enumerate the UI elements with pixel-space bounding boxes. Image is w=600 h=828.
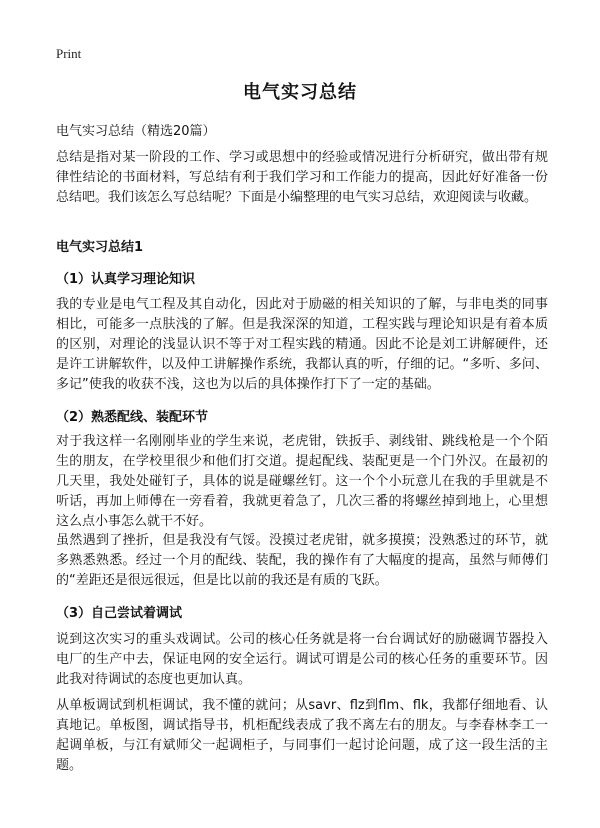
document-title: 电气实习总结: [243, 82, 357, 103]
part-2-heading: （2）熟悉配线、装配环节: [56, 410, 209, 425]
intro-paragraph: 总结是指对某一阶段的工作、学习或思想中的经验或情况进行分析研究，做出带有规律性结论的书面材料，写总结有利于我们学习和工作能力的提高，因此好好准备一份总结吧。我们该怎么写总结呢？下面是小编整理的电气实习总结，欢迎阅读与收藏。: [56, 150, 548, 205]
part-3-paragraph-1: 说到这次实习的重头戏调试。公司的核心任务就是将一台台调试好的励磁调节器投入电厂的生产中去，保证电网的安全运行。调试可谓是公司的核心任务的重要环节。因此我对待调试的态度也更加认真。: [56, 632, 548, 687]
part-3-heading: （3）自己尝试着调试: [56, 606, 183, 621]
section-title: 电气实习总结1: [56, 240, 144, 255]
part-1-paragraph-1: 我的专业是电气工程及其自动化，因此对于励磁的相关知识的了解，与非电类的同事相比，可能多一点肤浅的了解。但是我深深的知道，工程实践与理论知识是有着本质的区别，对理论的浅显认识不等于对工程实践的精通。因此不论是刘工讲解硬件，还是许工讲解软件，以及仲工讲解操作系统，我都认真的听，仔细的记。“多听、多问、多记”使我的收获不浅，这也为以后的具体操作打下了一定的基础。: [56, 297, 548, 392]
print-link[interactable]: Print: [56, 46, 82, 61]
part-3-paragraph-2: 从单板调试到机柜调试，我不懂的就问；从savr、flz到flm、flk，我都仔细地看、认真地记。单板图，调试指导书，机柜配线表成了我不离左右的朋友。与李春林李工一起调单板，与江有斌师父一起调柜子，与同事们一起讨论问题，成了这一段生活的主题。: [56, 698, 548, 773]
part-2-paragraph-1: 对于我这样一名刚刚毕业的学生来说，老虎钳，铁扳手、剥线钳、跳线枪是一个个陌生的朋友，在学校里很少和他们打交道。提起配线、装配更是一个门外汉。在最初的几天里，我处处碰钉子，具体的说是碰螺丝钉。这一个个小玩意儿在我的手里就是不听话，再加上师傅在一旁看着，我就更着急了，几次三番的将螺丝掉到地上，心里想这么点小事怎么就干不好。: [56, 434, 548, 529]
document-subtitle: 电气实习总结（精选20篇）: [56, 124, 216, 139]
part-2-paragraph-2: 虽然遇到了挫折，但是我没有气馁。没摸过老虎钳，就多摸摸；没熟悉过的环节，就多熟悉熟悉。经过一个月的配线、装配，我的操作有了大幅度的提高，虽然与师傅们的“差距还是很远很远，但是比以前的我还是有质的飞跃。: [56, 533, 548, 588]
part-1-heading: （1）认真学习理论知识: [56, 272, 196, 287]
